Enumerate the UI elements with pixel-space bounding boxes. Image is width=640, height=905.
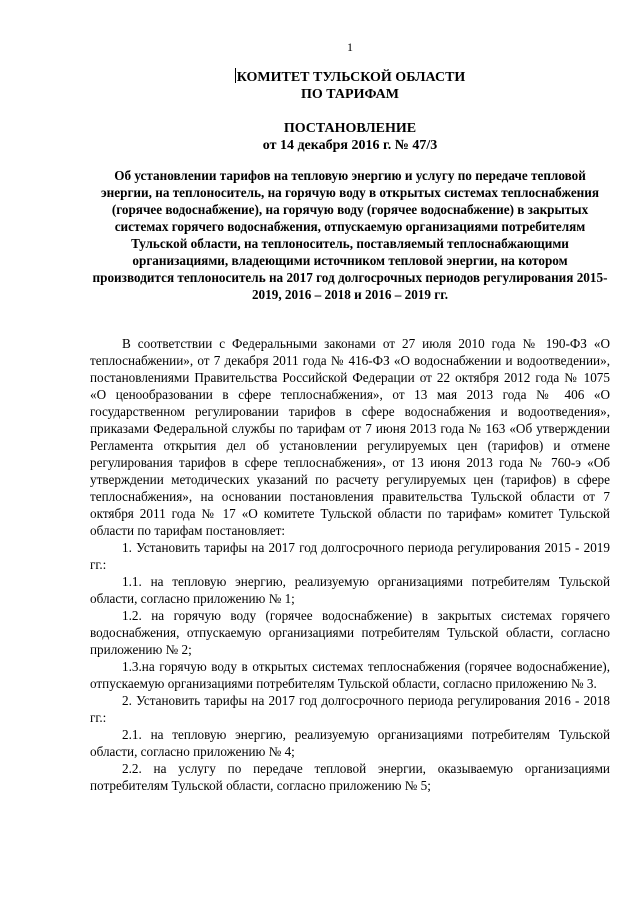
body-paragraph: 1. Установить тарифы на 2017 год долгосрочного периода регулирования 2015 - 2019 гг.: <box>90 540 610 572</box>
body-paragraph: 2.2. на услугу по передаче тепловой энергии, оказываемую организациями потребителям Тульской области, согласно приложению № 5; <box>90 761 610 793</box>
page-number: 1 <box>347 40 353 54</box>
committee-header <box>90 68 610 103</box>
document-title: Об установлении тарифов на тепловую энергию и услугу по передаче тепловой энергии, на теплоноситель, на горячую воду в открытых системах теплоснабжения (горячее водоснабжение), на горячую воду (горячее водоснабжение) в закрытых системах горячего водоснабжения, отпускаемую организациями потребителям Тульской области, на теплоноситель, поставляемый теплоснабжающими организациями, владеющими источником тепловой энергии, на котором производится теплоноситель на 2017 год долгосрочных периодов регулирования 2015-2019, 2016 – 2018 и 2016 – 2019 гг. <box>92 168 608 302</box>
committee-name-line1: КОМИТЕТ ТУЛЬСКОЙ ОБЛАСТИ <box>236 70 466 85</box>
decree-date-number: от 14 декабря 2016 г. № 47/3 <box>262 138 438 153</box>
decree-type: ПОСТАНОВЛЕНИЕ <box>283 121 417 136</box>
body-paragraph: 2.1. на тепловую энергию, реализуемую организациями потребителям Тульской области, согласно приложению № 4; <box>90 727 610 759</box>
body-paragraph: 1.3.на горячую воду в открытых системах теплоснабжения (горячее водоснабжение), отпускаемую организациями потребителям Тульской области, согласно приложению № 3. <box>90 659 610 691</box>
body-paragraph: 2. Установить тарифы на 2017 год долгосрочного периода регулирования 2016 - 2018 гг.: <box>90 693 610 725</box>
committee-name-line2: ПО ТАРИФАМ <box>301 87 399 102</box>
body-paragraph: 1.1. на тепловую энергию, реализуемую организациями потребителям Тульской области, согласно приложению № 1; <box>90 574 610 606</box>
body-paragraph: 1.2. на горячую воду (горячее водоснабжение) в закрытых системах горячего водоснабжения, отпускаемую организациями потребителям Тульской области, согласно приложению № 2; <box>90 608 610 657</box>
body-paragraph: В соответствии с Федеральными законами от 27 июля 2010 года № 190-ФЗ «О теплоснабжении», от 7 декабря 2011 года № 416-ФЗ «О водоснабжении и водоотведении», постановлениями Правительства Российской Федерации от 22 октября 2012 года № 1075 «О ценообразовании в сфере теплоснабжения», от 13 мая 2013 года № 406 «О государственном регулировании тарифов в сфере водоснабжения и водоотведения», приказами Федеральной службы по тарифам от 7 июня 2013 года № 163 «Об утверждении Регламента открытия дел об установлении регулируемых цен (тарифов) и отмене регулирования тарифов в сфере теплоснабжения», от 13 июня 2013 года № 760-э «Об утверждении методических указаний по расчету регулируемых цен (тарифов) в сфере теплоснабжения», на основании постановления правительства Тульской области от 7 октября 2011 года № 17 «О комитете Тульской области по тарифам» комитет Тульской области по тарифам постановляет: <box>90 336 610 538</box>
decree-heading <box>90 120 610 154</box>
document-body <box>90 335 610 794</box>
text-cursor <box>235 68 236 83</box>
